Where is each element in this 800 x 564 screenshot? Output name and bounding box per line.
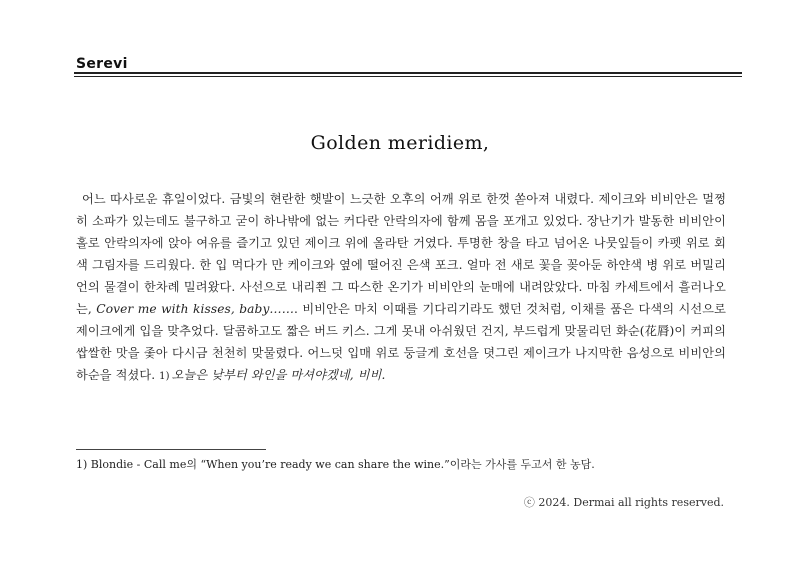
footnote-text: 1) Blondie - Call me의 “When you’re ready we can share the wine.”이라는 가사를 두고서 한 농담. — [76, 458, 595, 471]
quote-italic: 오늘은 낮부터 와인을 마셔야겠네, 비비. — [171, 368, 386, 382]
header-rule-thick — [74, 72, 742, 74]
paragraph-text-part2: . 비비안은 마치 이때를 기다리기라도 했던 것처럼, 이채를 품은 다색의 시선으로 제이크에게 입을 맞추었다. 달콤하고도 짧은 버드 키스. 그게 못내 아쉬웠던 건지, 부드럽게 맞물리던 화순(花脣)이 커피의 쌉쌀한 맛을 좇아 다시금 천천히 맞물렸다. 어느덧 입매 위로 둥글게 호선을 뎟그린 제이크가 나지막한 음성으로 비비안의 하순을 적셨다. — [76, 302, 726, 382]
paragraph-text-part1: 어느 따사로운 휴일이었다. 금빛의 현란한 햇발이 느긋한 오후의 어깨 위로 한껏 쏟아져 내렸다. 제이크와 비비안은 멀쩡히 소파가 있는데도 불구하고 굳이 하나밖에 없는 커다란 안락의자에 함께 몸을 포개고 있었다. 장난기가 발동한 비비안이 홀로 안락의자에 앉아 여유를 즐기고 있던 제이크 위에 올라탄 거였다. 투명한 창을 타고 넘어온 나뭇잎들이 카펫 위로 회색 그림자를 드리웠다. 한 입 먹다가 만 케이크와 옆에 떨어진 은색 포크. 얼마 전 새로 꽃을 꽂아둔 하얀색 병 위로 버밀리언의 물결이 한차례 밀려왔다. 사선으로 내리쬔 그 따스한 온기가 비비안의 눈매에 내려앉았다. 마침 카세트에서 흘러나오는, — [76, 192, 726, 316]
body-paragraph — [76, 188, 726, 388]
header-rule-thin — [74, 76, 742, 77]
footnote-divider — [76, 449, 266, 450]
footnote-reference[interactable]: 1) — [159, 371, 170, 382]
lyric-italic: Cover me with kisses, baby…… — [96, 302, 294, 316]
header-title: Serevi — [76, 56, 128, 72]
copyright-notice: ⓒ 2024. Dermai all rights reserved. — [523, 496, 724, 509]
document-title: Golden meridiem, — [310, 132, 490, 154]
